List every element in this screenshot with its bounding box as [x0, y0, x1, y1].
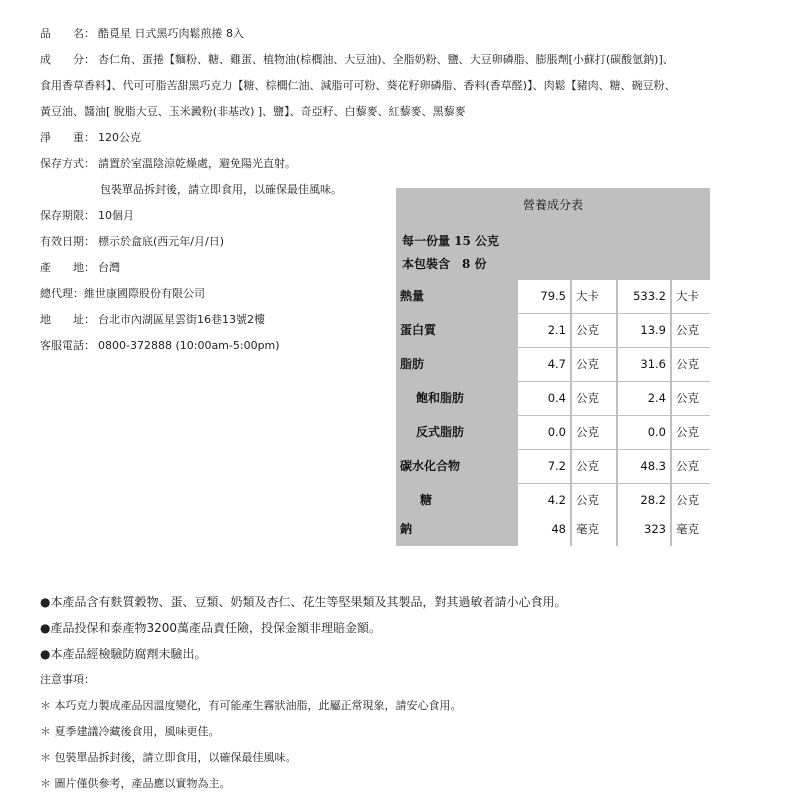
- allergen-notice: ●本產品含有麩質穀物、蛋、豆類、奶類及杏仁、花生等堅果類及其製品，對其過敏者請小心食用。: [40, 595, 567, 609]
- nutrient-name: 蛋白質: [400, 323, 437, 337]
- per-serving-unit: 毫克: [572, 513, 616, 546]
- nutrition-row-sodium: [396, 513, 710, 546]
- nutrition-table: [396, 188, 710, 546]
- serving-size: 每一份量 15 公克: [402, 234, 500, 248]
- product-name-row: [40, 26, 244, 42]
- weight-value: 120公克: [98, 131, 141, 144]
- nutrient-name: 反式脂肪: [416, 425, 465, 439]
- shelf-life-label: 保存期限：: [40, 209, 95, 222]
- ingredients-line-1: 杏仁角、蛋捲【麵粉、糖、雞蛋、植物油(棕櫚油、大豆油)、全脂奶粉、鹽、大豆卵磷脂、膨脹劑[小蘇打(碳酸氫鈉)]、: [98, 53, 674, 66]
- nutrition-row-trans-fat: [396, 416, 710, 449]
- per-package-unit: 公克: [672, 484, 710, 517]
- nutrient-name: 鈉: [400, 522, 413, 536]
- per-serving-unit: 公克: [572, 484, 616, 517]
- per-serving-unit: 公克: [572, 416, 616, 449]
- nutrient-name: 熱量: [400, 289, 425, 303]
- preservative-notice: ●本產品經檢驗防腐劑未驗出。: [40, 647, 207, 661]
- ingredients-line-2: 食用香草香料】、代可可脂苦甜黑巧克力【糖、棕櫚仁油、減脂可可粉、葵花籽卵磷脂、香料(香草醛)】、肉鬆【豬肉、糖、碗豆粉、: [40, 79, 676, 92]
- per-serving-unit: 大卡: [572, 280, 616, 313]
- nutrition-row-protein: [396, 314, 710, 347]
- phone-label: 客服電話：: [40, 339, 95, 352]
- agent-label: 總代理：: [40, 287, 84, 300]
- storage-line-1: 請置於室溫陰涼乾燥處，避免陽光直射。: [98, 157, 296, 170]
- per-serving-unit: 公克: [572, 450, 616, 483]
- ingredients-row: [40, 52, 674, 68]
- nutrition-row-carbohydrate: [396, 450, 710, 483]
- product-name-value: 酷覓星 日式黑巧肉鬆煎捲 8入: [98, 27, 244, 40]
- storage-row: [40, 156, 296, 172]
- caution-item-3: ＊ 包裝單品拆封後，請立即食用，以確保最佳風味。: [40, 751, 297, 764]
- per-package-value: 0.0: [618, 416, 670, 449]
- weight-row: [40, 130, 141, 146]
- nutrition-row-calories: [396, 280, 710, 313]
- nutrition-title: 營養成分表: [522, 198, 583, 212]
- caution-item-2: ＊ 夏季建議冷藏後食用，風味更佳。: [40, 725, 220, 738]
- nutrient-name: 碳水化合物: [400, 459, 461, 473]
- phone-row: [40, 338, 280, 354]
- per-package-value: 533.2: [618, 280, 670, 313]
- per-serving-value: 2.1: [518, 314, 570, 347]
- expiry-label: 有效日期：: [40, 235, 95, 248]
- per-package-unit: 公克: [672, 382, 710, 415]
- address-row: [40, 312, 265, 328]
- per-serving-value: 4.7: [518, 348, 570, 381]
- servings-per-package: 本包裝含 8 份: [402, 257, 487, 271]
- ingredients-line-3: 黃豆油、醬油[ 脫脂大豆、玉米澱粉(非基改) ]、鹽】、奇亞籽、白藜麥、紅藜麥、黑藜麥: [40, 105, 466, 118]
- origin-label: 產 地：: [40, 261, 95, 274]
- per-package-value: 31.6: [618, 348, 670, 381]
- caution-item-4: ＊ 圖片僅供參考，產品應以實物為主。: [40, 777, 231, 790]
- ingredients-label: 成 分：: [40, 53, 95, 66]
- per-package-unit: 大卡: [672, 280, 710, 313]
- per-serving-value: 48: [518, 513, 570, 546]
- per-package-value: 13.9: [618, 314, 670, 347]
- nutrition-row-saturated-fat: [396, 382, 710, 415]
- origin-row: [40, 260, 120, 276]
- per-package-value: 323: [618, 513, 670, 546]
- per-serving-unit: 公克: [572, 314, 616, 347]
- storage-label: 保存方式：: [40, 157, 95, 170]
- address-value: 台北市內湖區星雲街16巷13號2樓: [98, 313, 265, 326]
- per-serving-unit: 公克: [572, 382, 616, 415]
- weight-label: 淨 重：: [40, 131, 95, 144]
- product-name-label: 品 名：: [40, 27, 95, 40]
- per-serving-value: 79.5: [518, 280, 570, 313]
- expiry-row: [40, 234, 224, 250]
- address-label: 地 址：: [40, 313, 95, 326]
- per-package-unit: 公克: [672, 348, 710, 381]
- shelf-life-row: [40, 208, 134, 224]
- per-serving-value: 7.2: [518, 450, 570, 483]
- nutrient-name: 糖: [420, 493, 433, 507]
- per-serving-unit: 公克: [572, 348, 616, 381]
- storage-line-2: 包裝單品拆封後，請立即食用，以確保最佳風味。: [100, 183, 342, 196]
- per-package-value: 2.4: [618, 382, 670, 415]
- caution-title: 注意事項：: [40, 673, 95, 686]
- phone-value: 0800-372888 (10:00am-5:00pm): [98, 339, 280, 352]
- insurance-notice: ●產品投保和泰產物3200萬產品責任險，投保金額非理賠金額。: [40, 621, 382, 635]
- expiry-value: 標示於盒底(西元年/月/日): [98, 235, 224, 248]
- agent-value: 維世康國際股份有限公司: [84, 287, 205, 300]
- per-serving-value: 0.4: [518, 382, 570, 415]
- per-package-unit: 公克: [672, 416, 710, 449]
- per-package-value: 48.3: [618, 450, 670, 483]
- per-serving-value: 0.0: [518, 416, 570, 449]
- nutrition-row-fat: [396, 348, 710, 381]
- origin-value: 台灣: [98, 261, 120, 274]
- caution-item-1: ＊ 本巧克力製成產品因溫度變化，有可能產生霧狀油脂，此屬正常現象，請安心食用。: [40, 699, 462, 712]
- per-package-unit: 毫克: [672, 513, 710, 546]
- agent-row: [40, 286, 205, 302]
- per-package-value: 28.2: [618, 484, 670, 517]
- nutrient-name: 脂肪: [400, 357, 425, 371]
- nutrient-name: 飽和脂肪: [416, 391, 465, 405]
- per-package-unit: 公克: [672, 314, 710, 347]
- per-serving-value: 4.2: [518, 484, 570, 517]
- shelf-life-value: 10個月: [98, 209, 134, 222]
- per-package-unit: 公克: [672, 450, 710, 483]
